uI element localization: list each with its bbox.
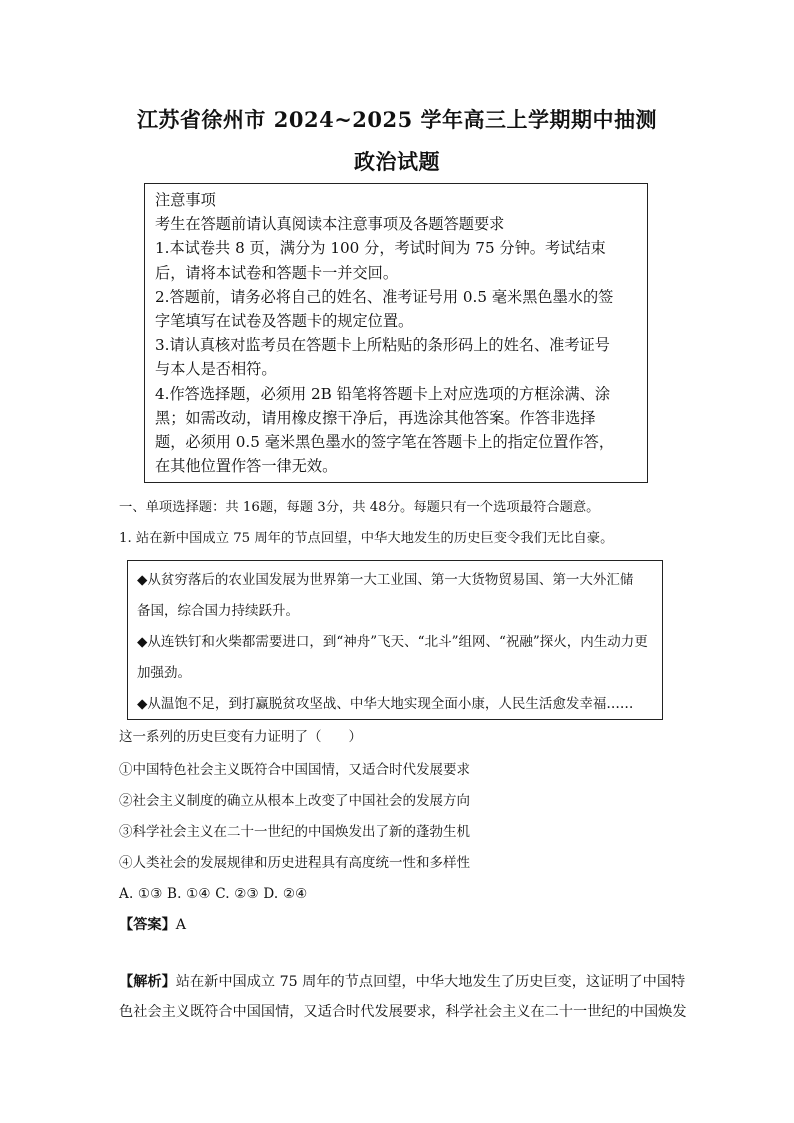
exam-title: 江苏省徐州市 2024~2025 学年高三上学期期中抽测	[136, 107, 658, 132]
answer-value: A	[175, 917, 187, 933]
notice-line: 黑；如需改动，请用橡皮擦干净后，再选涂其他答案。作答非选择	[155, 408, 596, 427]
notice-line: 3.请认真核对监考员在答题卡上所粘贴的条形码上的姓名、准考证号	[155, 336, 610, 355]
notice-heading: 注意事项	[155, 191, 216, 209]
notice-line: 在其他位置作答一律无效。	[155, 457, 338, 476]
analysis-text: 站在新中国成立 75 周年的节点回望，中华大地发生了历史巨变，这证明了中国特	[175, 974, 686, 990]
material-line: ◆从贫穷落后的农业国发展为世界第一大工业国、第一大货物贸易国、第一大外汇储	[137, 572, 634, 588]
notice-line: 1.本试卷共 8 页，满分为 100 分，考试时间为 75 分钟。考试结束	[155, 239, 606, 258]
statement-1: ①中国特色社会主义既符合中国国情，又适合时代发展要求	[119, 762, 470, 778]
section-heading: 一、单项选择题：共 16题，每题 3分，共 48分。每题只有一个选项最符合题意。	[119, 500, 600, 515]
answer-row	[119, 914, 186, 936]
notice-line: 字笔填写在试卷及答题卡的规定位置。	[155, 312, 414, 331]
question-1-material	[127, 560, 663, 720]
material-line: 加强劲。	[137, 665, 191, 681]
notice-line: 题，必须用 0.5 毫米黑色墨水的签字笔在答题卡上的指定位置作答，	[155, 433, 615, 452]
analysis-line	[119, 967, 686, 997]
notice-intro: 考生在答题前请认真阅读本注意事项及各题答题要求	[155, 215, 505, 234]
material-line: 备国，综合国力持续跃升。	[137, 603, 299, 619]
statement-2: ②社会主义制度的确立从根本上改变了中国社会的发展方向	[119, 793, 470, 809]
analysis-line: 色社会主义既符合中国国情，又适合时代发展要求，科学社会主义在二十一世纪的中国焕发	[119, 1004, 687, 1020]
notice-line: 与本人是否相符。	[155, 360, 277, 379]
statement-3: ③科学社会主义在二十一世纪的中国焕发出了新的蓬勃生机	[119, 824, 470, 840]
answer-options: A. ①③ B. ①④ C. ②③ D. ②④	[119, 886, 308, 902]
question-1-stem: 1. 站在新中国成立 75 周年的节点回望，中华大地发生的历史巨变令我们无比自豪。	[119, 531, 614, 546]
exam-subtitle: 政治试题	[354, 149, 440, 174]
notice-line: 后，请将本试卷和答题卡一并交回。	[155, 263, 398, 282]
analysis-block	[119, 967, 687, 1027]
material-line: ◆从温饱不足，到打赢脱贫攻坚战、中华大地实现全面小康，人民生活愈发幸福……	[137, 696, 634, 712]
statement-4: ④人类社会的发展规律和历史进程具有高度统一性和多样性	[119, 855, 470, 871]
notice-box	[144, 183, 648, 483]
question-1-prompt: 这一系列的历史巨变有力证明了（ ）	[119, 729, 362, 745]
answer-tag: 【答案】	[119, 917, 176, 933]
notice-line: 4.作答选择题，必须用 2B 铅笔将答题卡上对应选项的方框涂满、涂	[155, 384, 611, 403]
notice-line: 2.答题前，请务必将自己的姓名、准考证号用 0.5 毫米黑色墨水的签	[155, 287, 614, 306]
analysis-tag: 【解析】	[119, 974, 176, 990]
material-line: ◆从连铁钉和火柴都需要进口，到“神舟”飞天、“北斗”组网、“祝融”探火，内生动力更	[137, 634, 648, 650]
